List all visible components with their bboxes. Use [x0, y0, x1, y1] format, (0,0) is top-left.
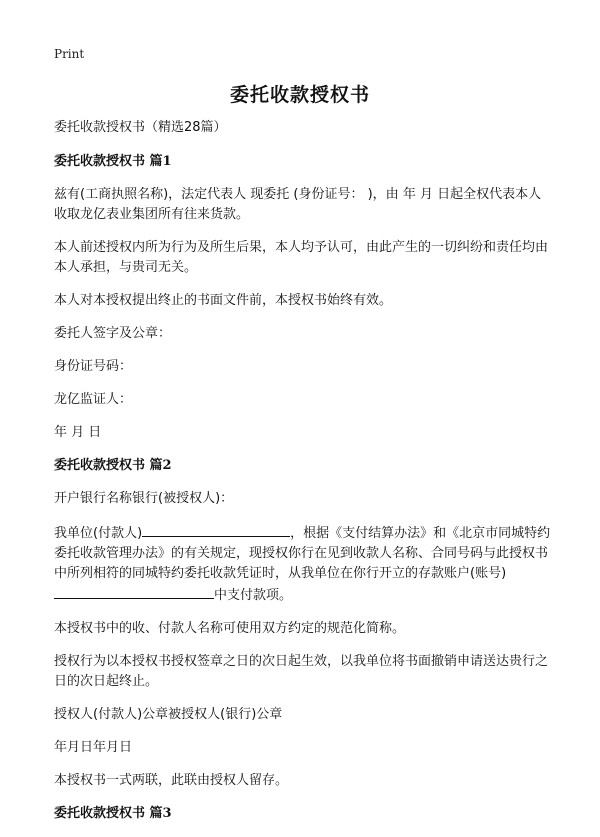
section-2-paragraph-1: 开户银行名称银行(被授权人)： [54, 491, 234, 506]
account-blank-line [54, 584, 214, 599]
section-2-payer-label: 我单位(付款人) [54, 526, 143, 541]
section-2-payment-text: 中支付款项。 [214, 588, 293, 603]
section-2-seal-line: 授权人(付款人)公章被授权人(银行)公章 [54, 707, 283, 722]
print-link[interactable]: Print [54, 47, 85, 61]
section-1-heading: 委托收款授权书 篇1 [54, 154, 172, 169]
section-1-date-line: 年 月 日 [54, 425, 102, 440]
section-3-heading: 委托收款授权书 篇3 [54, 806, 172, 821]
section-2-authorization-text: ，根据《支付结算办法》和《北京市同城特约委托收款管理办法》的有关规定，现授权你行在见到收款人名称、合同号码与此授权书中所列相符的同城特约委托收款凭证时，从我单位在你行开立的存款账户(账号) [54, 526, 551, 581]
section-2-paragraph-4: 授权行为以本授权书授权签章之日的次日起生效，以我单位将书面撤销申请送达贵行之日的次日起终止。 [54, 654, 549, 689]
section-2-copy-note: 本授权书一式两联，此联由授权人留存。 [54, 773, 289, 788]
section-1-paragraph-3: 本人对本授权提出终止的书面文件前，本授权书始终有效。 [54, 293, 393, 308]
section-2-date-line: 年月日年月日 [54, 740, 133, 755]
payer-blank-line [142, 522, 290, 537]
document-subtitle: 委托收款授权书（精选28篇） [54, 120, 227, 135]
section-1-witness-line: 龙亿监证人： [54, 392, 133, 407]
section-1-paragraph-1: 兹有(工商执照名称)，法定代表人 现委托 (身份证号： )，由 年 月 日起全权代表本人收取龙亿表业集团所有往来货款。 [54, 187, 542, 222]
section-2-heading: 委托收款授权书 篇2 [54, 458, 172, 473]
section-1-signature-line: 委托人签字及公章： [54, 326, 172, 341]
section-2-paragraph-2 [54, 522, 554, 606]
document-body [54, 118, 554, 837]
document-title: 委托收款授权书 [229, 84, 370, 106]
section-2-paragraph-3: 本授权书中的收、付款人名称可使用双方约定的规范化简称。 [54, 621, 406, 636]
section-1-paragraph-2: 本人前述授权内所为行为及所生后果，本人均予认可，由此产生的一切纠纷和责任均由本人承担，与贵司无关。 [54, 240, 549, 275]
section-1-id-number-line: 身份证号码： [54, 359, 133, 374]
